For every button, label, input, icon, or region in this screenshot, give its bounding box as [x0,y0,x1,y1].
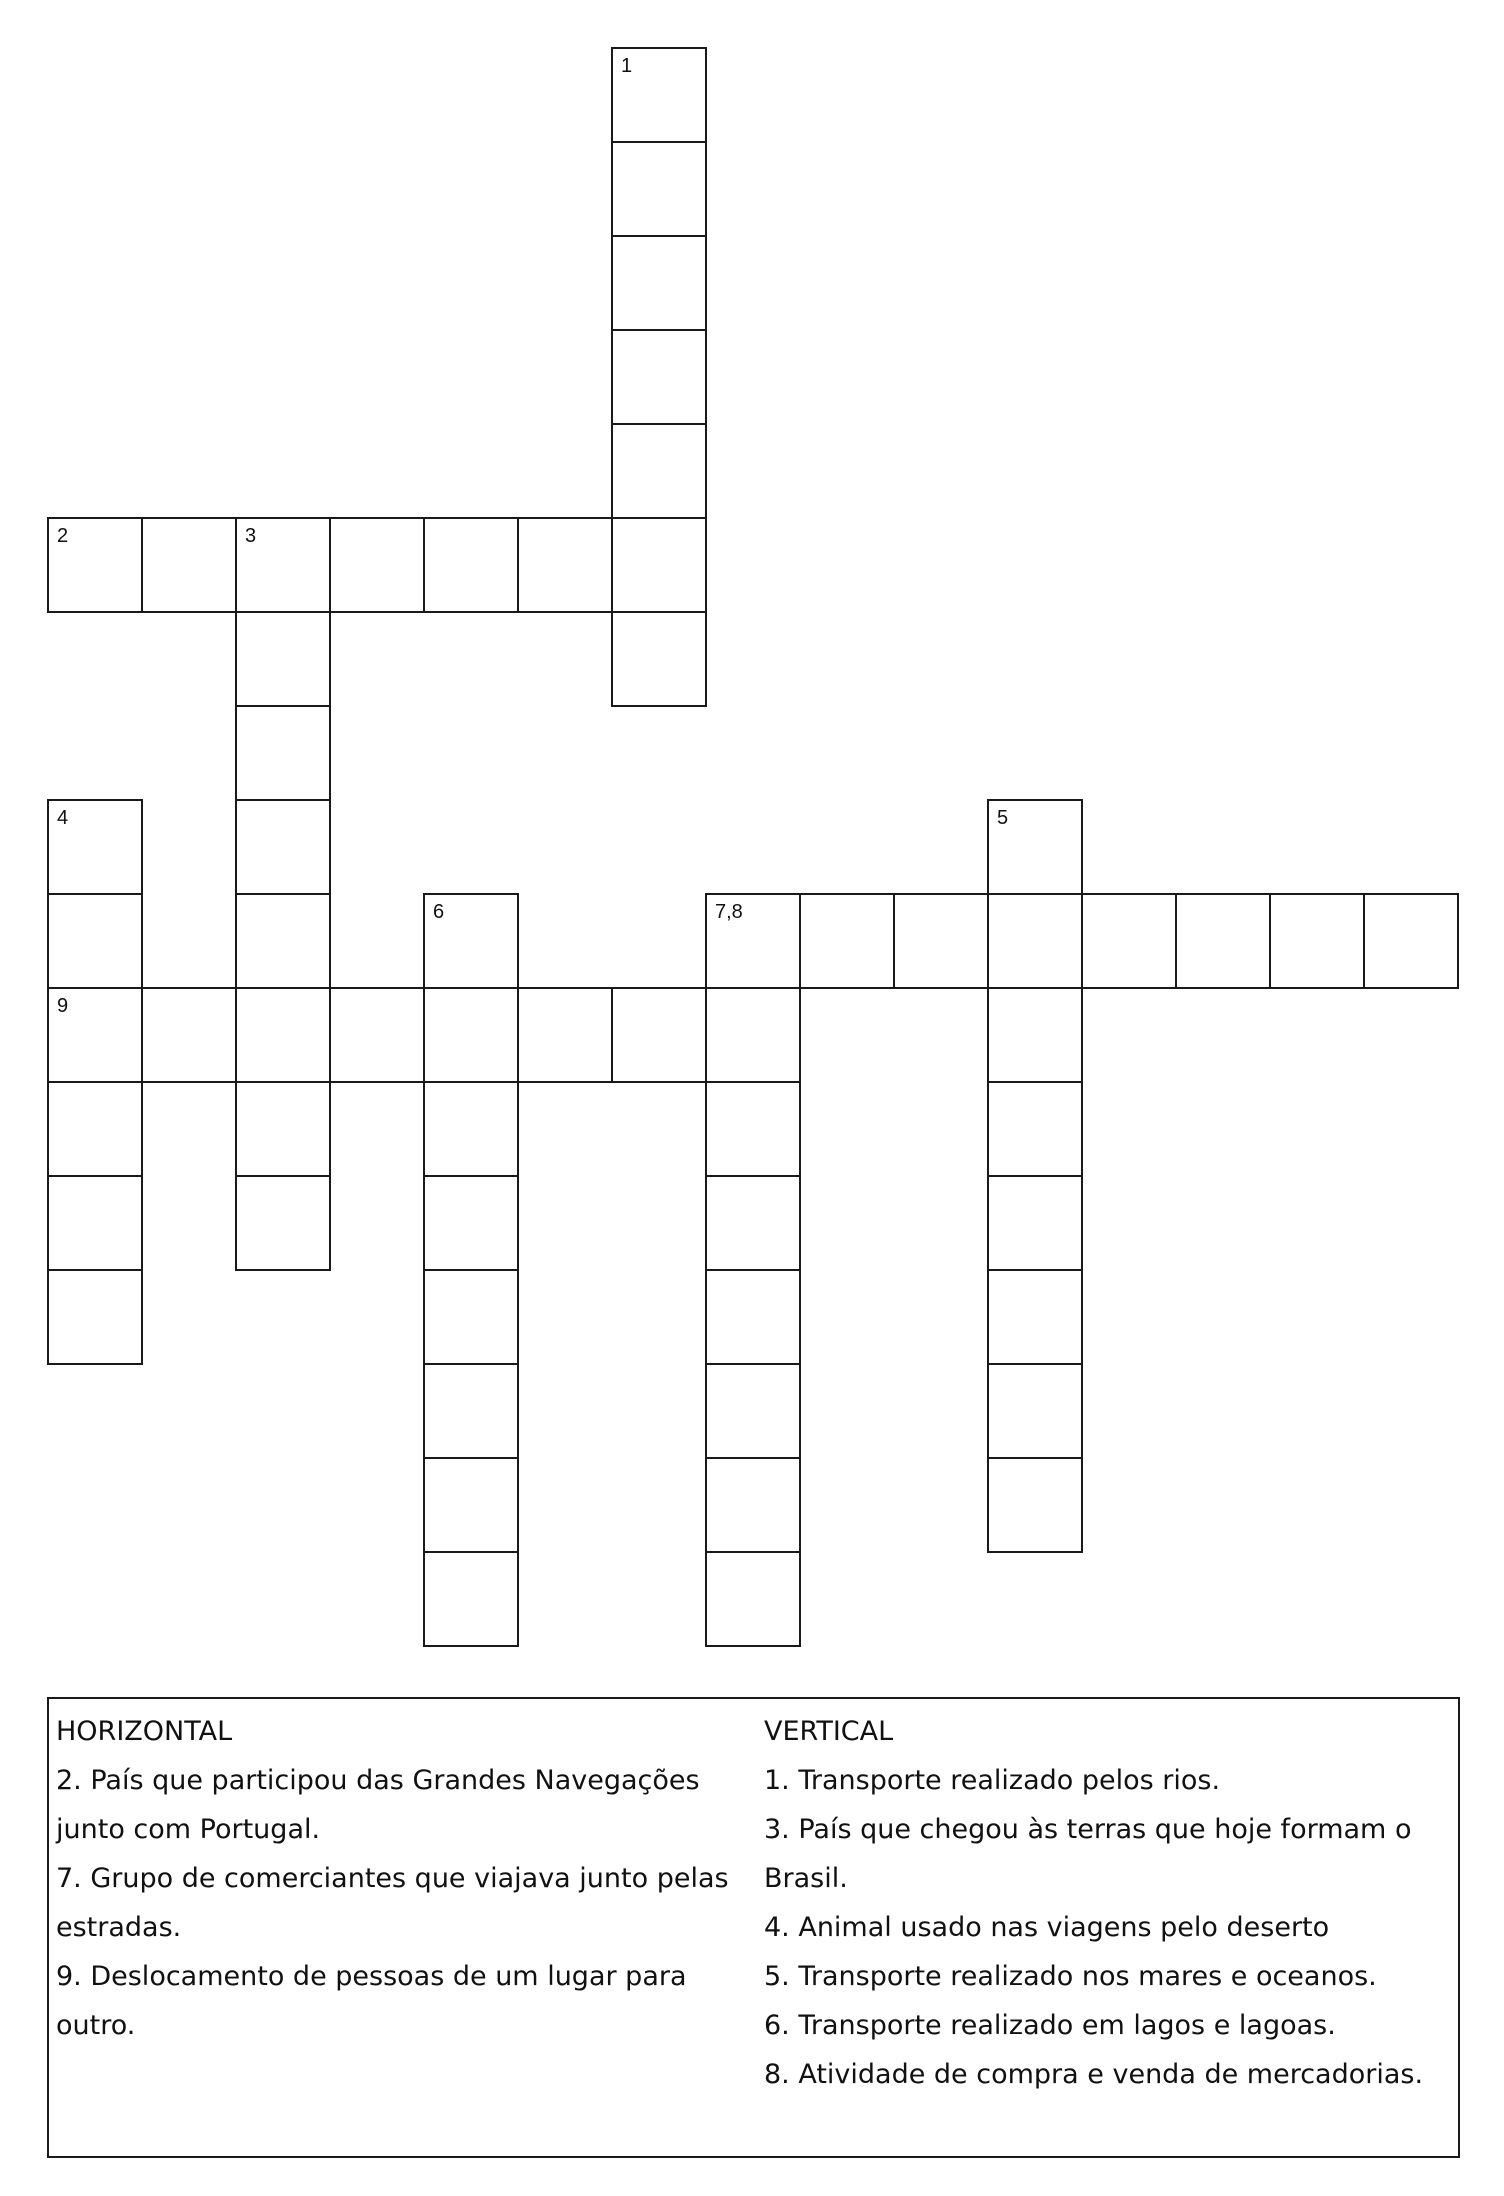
grid-cell [705,1081,801,1177]
grid-cell [987,1175,1083,1271]
grid-cell [705,1269,801,1365]
clue-line: 9. Deslocamento de pessoas de um lugar para [56,1961,687,1992]
clue-line: 4. Animal usado nas viagens pelo deserto [764,1912,1330,1943]
grid-cell [517,517,613,613]
clue-number: 1 [621,55,633,77]
grid-cell [987,1269,1083,1365]
vertical-heading: VERTICAL [764,1716,894,1747]
grid-cell [423,1269,519,1365]
clue-number: 9 [57,995,69,1017]
grid-cell [423,987,519,1083]
grid-cell [141,517,237,613]
grid-cell [423,1551,519,1647]
clue-line: junto com Portugal. [56,1814,321,1845]
grid-cell [235,705,331,801]
grid-cell [329,517,425,613]
grid-cell [705,1457,801,1553]
grid-cell [799,893,895,989]
grid-cell [987,1363,1083,1459]
horizontal-clues [56,1707,736,2050]
grid-cell [611,235,707,331]
grid-cell [611,611,707,707]
grid-cell [611,517,707,613]
grid-cell [423,517,519,613]
grid-cell [47,893,143,989]
grid-cell [47,1269,143,1365]
grid-cell [987,799,1083,895]
grid-cell [611,47,707,143]
clue-line: estradas. [56,1912,182,1943]
grid-cell [987,1081,1083,1177]
grid-cell [611,987,707,1083]
grid-cell [47,799,143,895]
grid-cell [423,1175,519,1271]
clue-number: 6 [433,901,445,923]
grid-cell [329,987,425,1083]
grid-cell [47,517,143,613]
clue-number: 7,8 [715,901,743,923]
clue-line: 8. Atividade de compra e venda de mercadorias. [764,2059,1424,2090]
grid-cell [423,1081,519,1177]
grid-cell [893,893,989,989]
clue-number: 4 [57,807,69,829]
clue-line: 2. País que participou das Grandes Navegações [56,1765,700,1796]
grid-cell [141,987,237,1083]
horizontal-heading: HORIZONTAL [56,1716,233,1747]
grid-cell [235,1081,331,1177]
grid-cell [235,893,331,989]
grid-cell [423,893,519,989]
grid-cell [611,329,707,425]
grid-cell [517,987,613,1083]
grid-cell [423,1457,519,1553]
grid-cell [1363,893,1459,989]
clue-number: 3 [245,525,257,547]
grid-cell [1175,893,1271,989]
grid-cell [235,799,331,895]
clue-line: 7. Grupo de comerciantes que viajava junto pelas [56,1863,729,1894]
clue-line: 3. País que chegou às terras que hoje formam o [764,1814,1412,1845]
grid-cell [423,1363,519,1459]
grid-cell [611,423,707,519]
grid-cell [47,1175,143,1271]
grid-cell [235,611,331,707]
grid-cell [235,1175,331,1271]
grid-cell [235,517,331,613]
clue-number: 5 [997,807,1009,829]
grid-cell [705,893,801,989]
grid-cell [235,987,331,1083]
grid-cell [705,987,801,1083]
clue-line: 5. Transporte realizado nos mares e oceanos. [764,1961,1377,1992]
clues-box [47,1697,1460,2158]
grid-cell [705,1175,801,1271]
grid-cell [987,1457,1083,1553]
clue-number: 2 [57,525,69,547]
grid-cell [1269,893,1365,989]
clue-line: outro. [56,2010,136,2041]
clue-line: 6. Transporte realizado em lagos e lagoas. [764,2010,1336,2041]
grid-cell [1081,893,1177,989]
grid-cell [987,987,1083,1083]
grid-cell [47,1081,143,1177]
grid-cell [705,1551,801,1647]
grid-cell [987,893,1083,989]
grid-cell [705,1363,801,1459]
grid-cell [47,987,143,1083]
clue-line: Brasil. [764,1863,848,1894]
vertical-clues [764,1707,1454,2099]
clue-line: 1. Transporte realizado pelos rios. [764,1765,1221,1796]
grid-cell [611,141,707,237]
